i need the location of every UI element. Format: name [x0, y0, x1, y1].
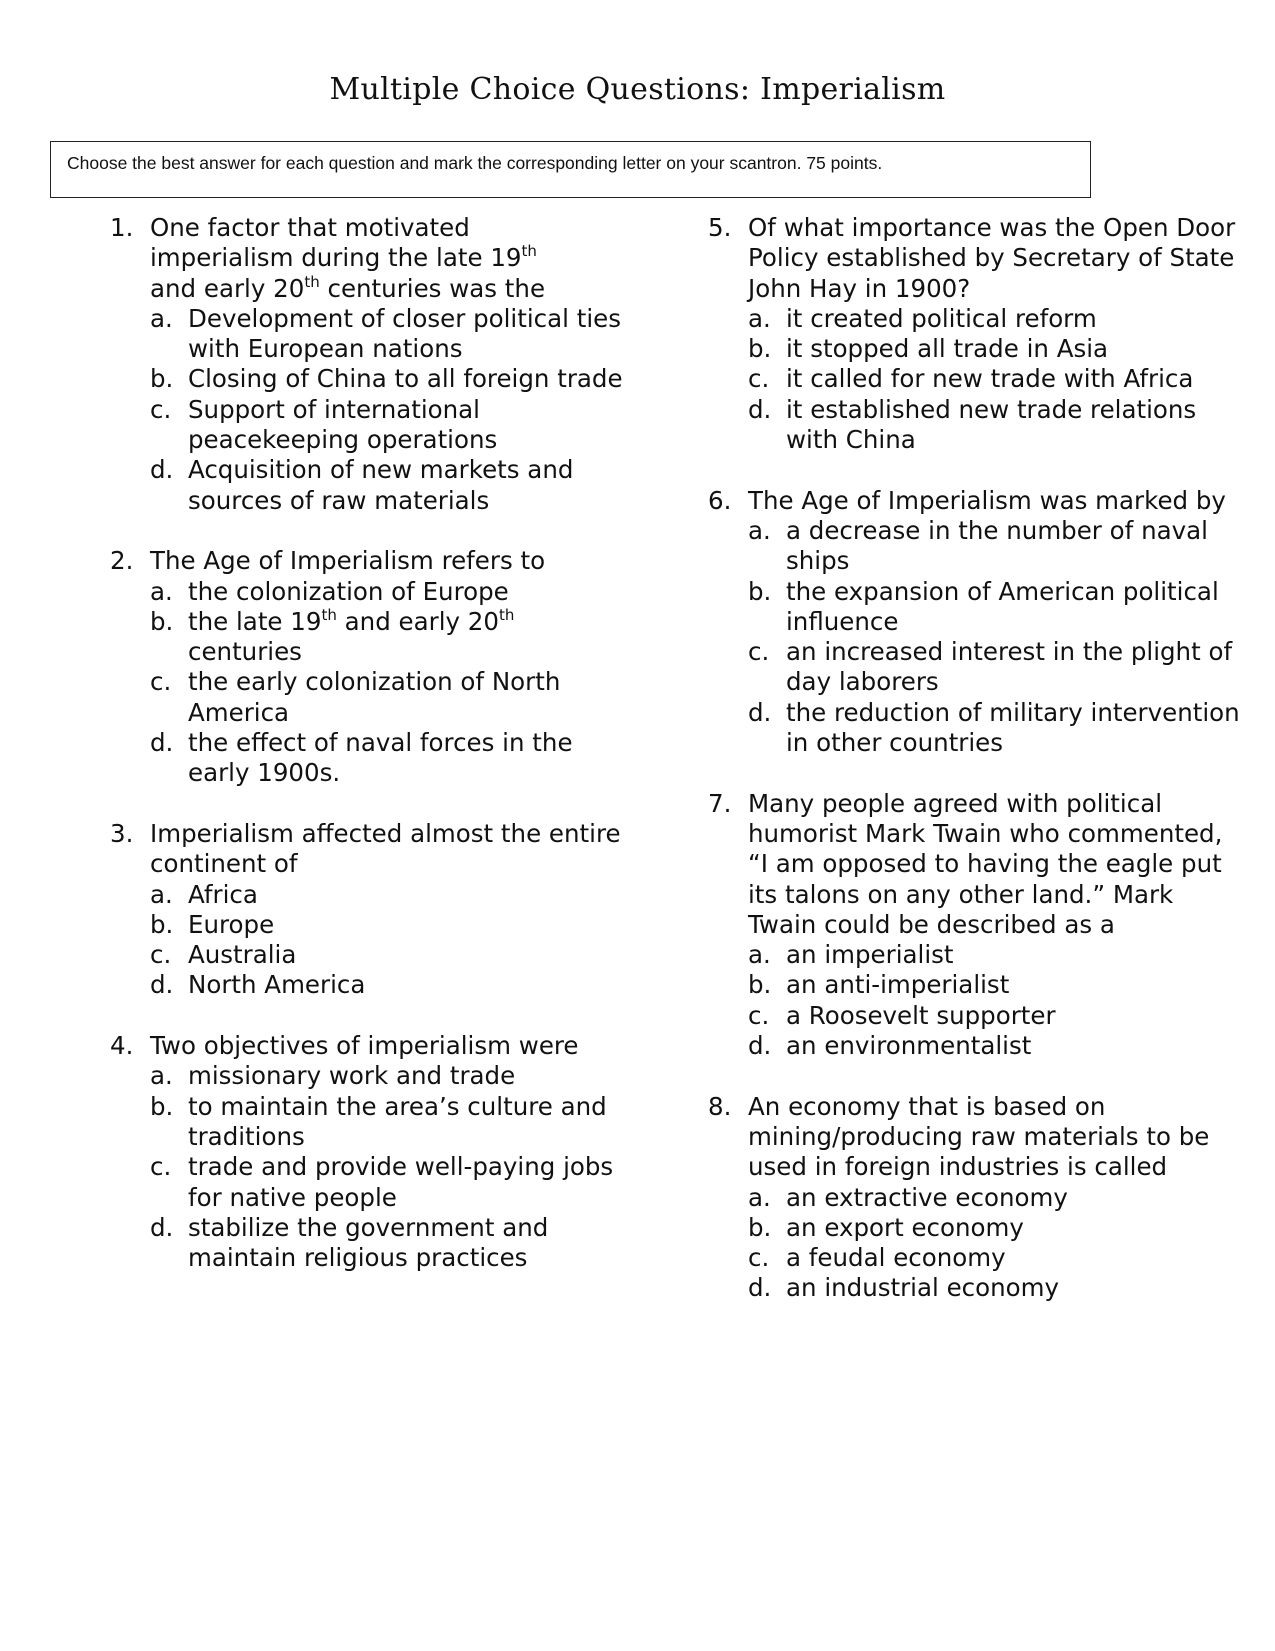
- answer-option[interactable]: [150, 577, 630, 607]
- option-letter: b.: [150, 909, 174, 939]
- question-stem: Many people agreed with political humorist Mark Twain who commented, “I am opposed to having the eagle put its talons on any other land.” Mark Twain could be described as a: [748, 788, 1223, 939]
- question-2: [110, 546, 630, 788]
- option-text: it stopped all trade in Asia: [786, 334, 1109, 364]
- question-3: [110, 819, 630, 1001]
- option-text: it established new trade relations with China: [786, 394, 1197, 455]
- answer-option[interactable]: [150, 1061, 630, 1091]
- option-letter: a.: [150, 576, 173, 606]
- question-number: 4.: [110, 1031, 134, 1061]
- option-letter: b.: [748, 970, 772, 1000]
- option-text: missionary work and trade: [188, 1061, 516, 1091]
- option-letter: a.: [748, 1182, 771, 1212]
- option-letter: a.: [150, 879, 173, 909]
- answer-option[interactable]: [748, 334, 1248, 364]
- option-text: the reduction of military intervention in other countries: [786, 697, 1240, 758]
- option-letter: d.: [150, 970, 174, 1000]
- question-stem: The Age of Imperialism was marked by: [748, 485, 1226, 515]
- answer-option[interactable]: [748, 1213, 1248, 1243]
- option-text: a feudal economy: [786, 1243, 1006, 1273]
- answer-option[interactable]: [748, 1001, 1248, 1031]
- answer-options: [150, 577, 630, 789]
- option-letter: c.: [748, 637, 770, 667]
- answer-option[interactable]: [150, 667, 630, 728]
- answer-options: [748, 304, 1248, 455]
- option-letter: d.: [150, 1212, 174, 1242]
- answer-option[interactable]: [150, 728, 630, 789]
- answer-option[interactable]: [150, 304, 630, 365]
- option-text: the colonization of Europe: [188, 576, 509, 606]
- superscript: th: [498, 605, 515, 624]
- option-letter: b.: [748, 334, 772, 364]
- answer-option[interactable]: [150, 1213, 630, 1274]
- option-letter: c.: [150, 394, 172, 424]
- option-letter: b.: [150, 606, 174, 636]
- instructions-box: [50, 141, 1091, 198]
- question-number: 7.: [708, 788, 732, 818]
- answer-options: [150, 880, 630, 1001]
- left-question-column: [110, 213, 630, 1304]
- question-stem: Of what importance was the Open Door Policy established by Secretary of State John Hay in 1900?: [748, 213, 1236, 303]
- option-letter: b.: [150, 1091, 174, 1121]
- option-text: an industrial economy: [786, 1273, 1060, 1303]
- question-stem: Two objectives of imperialism were: [150, 1031, 579, 1061]
- answer-option[interactable]: [150, 940, 630, 970]
- option-letter: b.: [748, 1212, 772, 1242]
- question-stem: [150, 213, 630, 304]
- question-4: [110, 1031, 630, 1273]
- question-stem: The Age of Imperialism refers to: [150, 546, 546, 576]
- option-text: an increased interest in the plight of day laborers: [786, 637, 1233, 697]
- answer-options: [748, 940, 1248, 1061]
- stem-line: and early 20: [150, 273, 305, 303]
- question-8: [708, 1092, 1248, 1304]
- answer-option[interactable]: [748, 516, 1248, 577]
- option-letter: b.: [150, 364, 174, 394]
- answer-option[interactable]: [748, 1031, 1248, 1061]
- option-letter: d.: [748, 697, 772, 727]
- answer-option[interactable]: [150, 364, 630, 394]
- option-text: an anti-imperialist: [786, 970, 1010, 1000]
- option-text: the early colonization of North America: [188, 667, 561, 727]
- answer-option[interactable]: [748, 1273, 1248, 1303]
- answer-option[interactable]: [748, 637, 1248, 698]
- question-number: 3.: [110, 818, 134, 848]
- question-number: 5.: [708, 213, 732, 242]
- answer-options: [150, 304, 630, 516]
- answer-option[interactable]: [748, 698, 1248, 759]
- answer-options: [748, 1183, 1248, 1304]
- question-stem: Imperialism affected almost the entire continent of: [150, 818, 621, 879]
- answer-option[interactable]: [150, 970, 630, 1000]
- option-text: and early 20: [336, 606, 499, 636]
- option-letter: a.: [748, 515, 771, 545]
- answer-option[interactable]: [150, 607, 630, 668]
- answer-option[interactable]: [748, 1183, 1248, 1213]
- question-number: 8.: [708, 1091, 732, 1121]
- answer-option[interactable]: [150, 1092, 630, 1153]
- answer-option[interactable]: [150, 1152, 630, 1213]
- option-letter: d.: [150, 728, 174, 758]
- option-letter: a.: [748, 940, 771, 970]
- question-number: 6.: [708, 485, 732, 515]
- answer-option[interactable]: [748, 304, 1248, 334]
- question-6: [708, 486, 1248, 759]
- answer-options: [150, 1061, 630, 1273]
- option-letter: c.: [150, 940, 172, 970]
- option-text: an environmentalist: [786, 1031, 1032, 1061]
- option-letter: d.: [748, 394, 772, 424]
- superscript: th: [304, 272, 320, 291]
- option-text: Acquisition of new markets and sources of raw materials: [188, 455, 574, 515]
- answer-option[interactable]: [748, 970, 1248, 1000]
- stem-line: One factor that motivated: [150, 213, 470, 242]
- option-letter: d.: [748, 1273, 772, 1303]
- option-text: trade and provide well-paying jobs for native people: [188, 1152, 614, 1212]
- option-text: North America: [188, 970, 366, 1000]
- option-text: stabilize the government and maintain religious practices: [188, 1212, 549, 1273]
- option-text: an imperialist: [786, 940, 954, 970]
- instructions-text: Choose the best answer for each question and mark the corresponding letter on your scantron. 75 points.: [67, 153, 883, 173]
- option-text: an extractive economy: [786, 1182, 1068, 1212]
- answer-option[interactable]: [748, 395, 1248, 456]
- stem-line: centuries was the: [319, 273, 546, 303]
- option-text: centuries: [188, 637, 302, 667]
- option-letter: d.: [748, 1031, 772, 1061]
- option-text: it called for new trade with Africa: [786, 364, 1194, 394]
- question-5: [708, 213, 1248, 455]
- option-text: an export economy: [786, 1212, 1024, 1242]
- option-text: a decrease in the number of naval ships: [786, 515, 1208, 576]
- answer-option[interactable]: [748, 1243, 1248, 1273]
- option-text: Africa: [188, 879, 258, 909]
- option-letter: c.: [748, 1243, 770, 1273]
- option-text: the late 19: [188, 606, 322, 636]
- superscript: th: [521, 242, 537, 261]
- option-letter: d.: [150, 455, 174, 485]
- question-number: 1.: [110, 213, 134, 242]
- option-text: the expansion of American political influence: [786, 576, 1219, 636]
- answer-option[interactable]: [150, 395, 630, 456]
- option-letter: a.: [150, 1061, 173, 1091]
- answer-option[interactable]: [150, 455, 630, 516]
- option-letter: c.: [150, 667, 172, 697]
- answer-option[interactable]: [150, 910, 630, 940]
- option-text: it created political reform: [786, 303, 1097, 333]
- option-text: a Roosevelt supporter: [786, 1000, 1056, 1030]
- option-text: the effect of naval forces in the early 1900s.: [188, 728, 573, 788]
- option-letter: a.: [150, 303, 173, 333]
- question-stem: An economy that is based on mining/producing raw materials to be used in foreign industries is called: [748, 1091, 1210, 1182]
- option-text: to maintain the area’s culture and traditions: [188, 1091, 607, 1151]
- question-7: [708, 789, 1248, 1062]
- answer-option[interactable]: [748, 364, 1248, 394]
- option-letter: c.: [748, 364, 770, 394]
- option-text: Development of closer political ties with European nations: [188, 303, 621, 364]
- option-text: Closing of China to all foreign trade: [188, 364, 623, 394]
- answer-option[interactable]: [150, 880, 630, 910]
- option-text: Support of international peacekeeping operations: [188, 394, 498, 455]
- option-letter: c.: [748, 1000, 770, 1030]
- question-number: 2.: [110, 546, 134, 576]
- option-letter: b.: [748, 576, 772, 606]
- answer-option[interactable]: [748, 940, 1248, 970]
- option-text: Australia: [188, 940, 297, 970]
- question-1: [110, 213, 630, 516]
- page-title: Multiple Choice Questions: Imperialism: [329, 72, 946, 107]
- answer-options: [748, 516, 1248, 758]
- stem-line: imperialism during the late 19: [150, 243, 522, 273]
- superscript: th: [321, 605, 337, 624]
- option-letter: a.: [748, 303, 771, 333]
- right-question-column: [708, 213, 1248, 1334]
- option-text: Europe: [188, 909, 275, 939]
- answer-option[interactable]: [748, 577, 1248, 638]
- option-letter: c.: [150, 1152, 172, 1182]
